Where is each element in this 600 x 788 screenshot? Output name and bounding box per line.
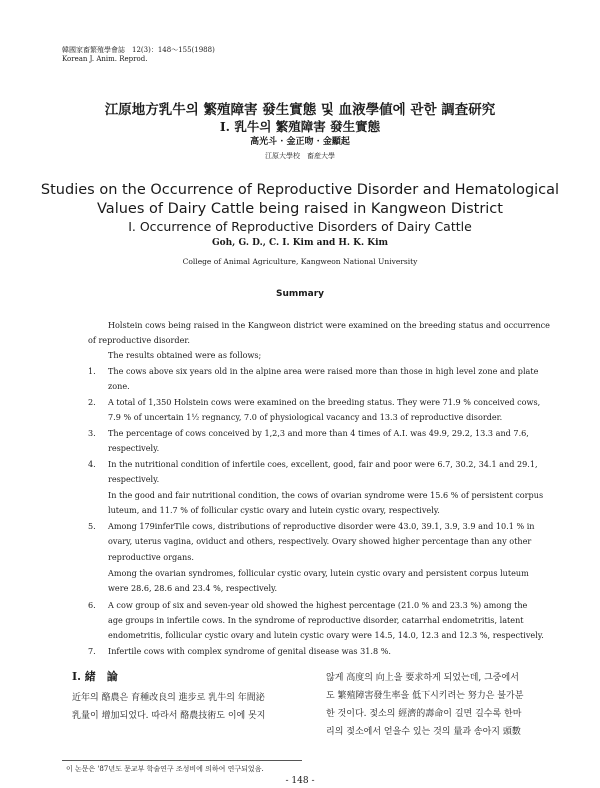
summary-item-line: In the good and fair nutritional condition, the cows of ovarian syndrome were 15.6 % of persistent corpus	[108, 490, 544, 500]
korean-subtitle: Ⅰ. 乳牛의 繁殖障害 發生實態	[219, 119, 381, 134]
intro-right-line-4: 리의 젖소에서 얻을수 있는 것의 量과 송아지 頭數	[326, 727, 521, 737]
english-title-line-2: Values of Dairy Cattle being raised in Kangweon District	[97, 201, 503, 217]
intro-right-line-2: 도 繁殖障害發生率을 低下시키려는 努力은 불가분	[326, 691, 524, 701]
korean-title: 江原地方乳牛의 繁殖障害 發生實態 및 血液學値에 관한 調査研究	[104, 102, 496, 118]
introduction-heading: Ⅰ. 緒 論	[72, 670, 118, 683]
english-title	[30, 181, 570, 219]
summary-item-line: A cow group of six and seven-year old showed the highest percentage (21.0 % and 23.3 %) among the	[108, 600, 528, 610]
summary-item-line: The cows above six years old in the alpine area were raised more than those in high level zone and plate	[108, 366, 539, 376]
korean-institution: 江原大學校 畜産大學	[265, 152, 335, 160]
page-number: - 148 -	[285, 776, 315, 786]
intro-left-line-1: 近年의 酪農은 育種改良의 進步로 乳牛의 年間泌	[72, 693, 265, 703]
english-subtitle: Ⅰ. Occurrence of Reproductive Disorders of Dairy Cattle	[128, 219, 472, 234]
summary-item-line: The percentage of cows conceived by 1,2,3 and more than 4 times of A.I. was 49.9, 29.2, 13.3 and 7.6,	[108, 428, 529, 438]
intro-left-line-2: 乳量이 增加되었다. 따라서 酪農技術도 이에 못지	[72, 711, 266, 721]
summary-item-number: 4.	[88, 459, 96, 469]
summary-item-line: luteum, and 11.7 % of follicular cystic ovary and lutein cystic ovary, respectively.	[108, 505, 440, 515]
summary-item-line: In the nutritional condition of infertile coes, excellent, good, fair and poor were 6.7, 30.2, 34.1 and 29.1,	[108, 459, 538, 469]
summary-item-number: 2.	[88, 397, 96, 407]
summary-intro-line-3: The results obtained were as follows;	[108, 350, 262, 360]
summary-item-line: age groups in infertile cows. In the syndrome of reproductive disorder, catarrhal endometritis, latent	[108, 615, 524, 625]
summary-item-number: 1.	[88, 366, 96, 376]
intro-right-line-1: 않게 高度의 向上을 要求하게 되었는데, 그중에서	[326, 673, 519, 683]
summary-heading: Summary	[275, 289, 325, 299]
summary-intro-line-2: of reproductive disorder.	[88, 335, 190, 345]
summary-item-line: A total of 1,350 Holstein cows were examined on the breeding status. They were 71.9 % conceived cows,	[108, 397, 541, 407]
english-title-line-1: Studies on the Occurrence of Reproductive Disorder and Hematological	[40, 182, 560, 198]
journal-citation: 韓國家畜繁殖學會誌 12(3)：148～155(1988)	[62, 46, 215, 54]
english-authors: Goh, G. D., C. I. Kim and H. K. Kim	[211, 238, 389, 248]
summary-item-line: Among the ovarian syndromes, follicular cystic ovary, lutein cystic ovary and persistent corpus luteum	[108, 568, 529, 578]
summary-item-line: respectively.	[108, 474, 160, 484]
summary-intro-line-1: Holstein cows being raised in the Kangweon district were examined on the breeding status and occurrence	[108, 320, 550, 330]
summary-item-line: endometritis, follicular cystic ovary and lutein cystic ovary were 14.5, 14.0, 12.3 and 12.3 %, respectively.	[108, 630, 544, 640]
english-institution: College of Animal Agriculture, Kangweon National University	[182, 257, 418, 266]
korean-authors: 高光斗 · 金正吻 · 金顯起	[250, 137, 350, 147]
summary-item-number: 3.	[88, 428, 96, 438]
intro-right-line-3: 한 것이다. 젖소의 經濟的壽命이 길면 길수록 한마	[326, 709, 522, 719]
footnote-rule	[62, 760, 302, 761]
summary-item-line: ovary, uterus vagina, oviduct and others, respectively. Ovary showed higher percentage than any other	[108, 536, 532, 546]
summary-item-number: 7.	[88, 646, 96, 656]
journal-name-english: Korean J. Anim. Reprod.	[62, 55, 148, 63]
footnote: 이 논문은 '87년도 문교부 학술연구 조성비에 의하여 연구되었음.	[66, 765, 264, 773]
summary-item-line: 7.9 % of uncertain 1½ regnancy, 7.0 of physiological vacancy and 13.3 of reproductive disorder.	[108, 412, 503, 422]
summary-item-line: Infertile cows with complex syndrome of genital disease was 31.8 %.	[108, 646, 391, 656]
summary-item-line: zone.	[108, 381, 130, 391]
summary-item-line: respectively.	[108, 443, 160, 453]
summary-item-line: reproductive organs.	[108, 552, 194, 562]
summary-item-line: were 28.6, 28.6 and 23.4 %, respectively.	[108, 583, 278, 593]
summary-item-number: 5.	[88, 521, 96, 531]
summary-item-line: Among 179inferTile cows, distributions of reproductive disorder were 43.0, 39.1, 3.9, 3.9 and 10.1 % in	[108, 521, 535, 531]
journal-header	[62, 46, 215, 64]
summary-item-number: 6.	[88, 600, 96, 610]
